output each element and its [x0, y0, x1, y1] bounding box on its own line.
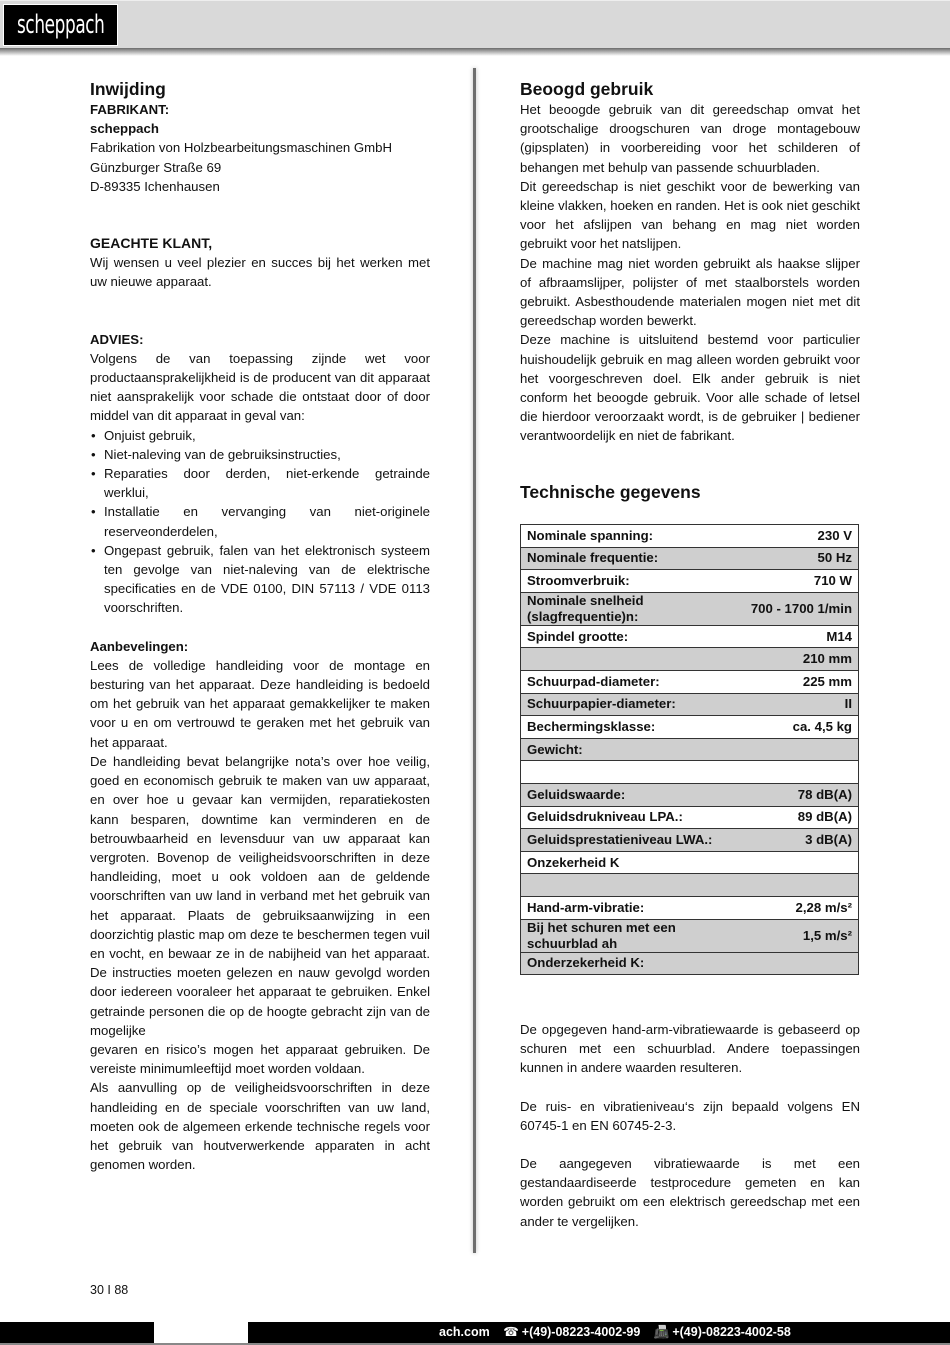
table-row [521, 547, 859, 570]
header-bar [0, 0, 950, 49]
spec-label: Stroomverbruik: [521, 570, 734, 593]
spec-label: Gewicht: [521, 738, 734, 761]
footer-bar-right [248, 1322, 950, 1343]
table-row [521, 525, 859, 548]
note-paragraph: De ruis- en vibratieniveau‘s zijn bepaald volgens EN 60745-1 en EN 60745-2-3. [520, 1098, 860, 1133]
spec-value: 2,28 m/s² [733, 896, 859, 919]
spec-value: 710 W [733, 570, 859, 593]
spec-value: 78 dB(A) [733, 783, 859, 806]
section-title-inwijding: Inwijding [90, 79, 166, 99]
footer-contact [439, 1322, 791, 1343]
right-column [520, 78, 860, 503]
table-row [521, 919, 859, 952]
table-row [521, 716, 859, 739]
left-column [90, 78, 430, 1174]
footer-bar-left [0, 1322, 154, 1343]
spec-value [733, 874, 859, 897]
address-line: Günzburger Straße 69 [90, 159, 222, 175]
intended-use-paragraph: De machine mag niet worden gebruikt als haakse slijper of afbraamslijper, polijster of met staalborstels worden gebruikt. Asbesthoudende materialen mogen niet met dit gereedschap worden bewerkt. [520, 255, 860, 329]
spec-value: 89 dB(A) [733, 806, 859, 829]
greeting-heading: GEACHTE KLANT, [90, 235, 213, 252]
spec-label: Geluidsprestatieniveau LWA.: [521, 829, 734, 852]
spec-value: M14 [733, 625, 859, 648]
section-title-beoogd-gebruik: Beoogd gebruik [520, 79, 654, 99]
spec-value [733, 851, 859, 874]
advice-heading: ADVIES: [90, 331, 144, 347]
section-title-technische-gegevens: Technische gegevens [520, 481, 701, 502]
recommendations-paragraph: Als aanvulling op de veiligheidsvoorschriften in deze handleiding en de speciale voorschriften van uw land, moeten ook de algemeen erkende technische regels voor het gebruik van houtverwerkende apparaten in acht genomen worden. [90, 1080, 430, 1173]
spec-label: Onderzekerheid K: [521, 952, 734, 975]
address-line: Fabrikation von Holzbearbeitungsmaschinen GmbH [90, 140, 392, 156]
spec-value [733, 952, 859, 975]
note-paragraph: De aangegeven vibratiewaarde is met een gestandaardiseerde testprocedure gemeten en kan worden gebruikt om een elektrisch gereedschap met een ander te vergelijken. [520, 1156, 860, 1229]
recommendations-heading: Aanbevelingen: [90, 638, 189, 654]
spec-label: Spindel grootte: [521, 625, 734, 648]
spec-value: II [733, 693, 859, 716]
table-row [521, 670, 859, 693]
spec-label: Schuurpad-diameter: [521, 670, 734, 693]
spec-label [521, 874, 734, 897]
advice-text: Volgens de van toepassing zijnde wet voor productaansprakelijkheid is de producent van dit apparaat niet aansprakelijk voor schade die ontstaat door of door middel van dit apparaat in geval van: [90, 350, 430, 424]
table-row [521, 783, 859, 806]
spec-label: Onzekerheid K [521, 851, 734, 874]
recommendations-paragraph: De handleiding bevat belangrijke nota’s over hoe veilig, goed en economisch gebruik te maken van uw apparaat, en over hoe u gevaar kan vermijden, reparatiekosten kann besparen, downtime kan verminderen en de betrouwbaarheid en levensduur van uw apparaat kan vergroten. Bovenop de veiligheidsvoorschriften in deze handleiding, moet u ook voldoen aan de geldende voorschriften van uw land in verband met het gebruik van het apparaat. Plaats de gebruiksaanwijzing in een doorzichtig plastic map om deze te beschermen tegen vuil en vocht, en bewaar ze in de nabijheid van het apparaat. De instructies moeten gelezen en nauw gevolgd worden door iedereen vooraleer het apparaat te gebruiken. Enkel getrainde personen die op de hoogte gebracht zijn van de mogelijke [90, 753, 430, 1038]
spec-value: ca. 4,5 kg [733, 716, 859, 739]
table-row [521, 592, 859, 625]
note-paragraph: De opgegeven hand-arm-vibratiewaarde is gebaseerd op schuren met een schuurblad. Andere toepassingen kunnen in andere waarden resulteren. [520, 1022, 860, 1076]
footer-fax: +(49)-08223-4002-58 [672, 1325, 791, 1339]
spec-label: Nominale spanning: [521, 525, 734, 548]
recommendations-paragraph: gevaren en risico’s mogen het apparaat gebruiken. De vereiste minimumleeftijd moet worden voldaan. [90, 1041, 430, 1077]
phone-icon: ☎ [503, 1325, 519, 1339]
table-row [521, 625, 859, 648]
table-row [521, 761, 859, 784]
greeting-text: Wij wensen u veel plezier en succes bij het werken met uw nieuwe apparaat. [90, 255, 430, 290]
manufacturer-label: FABRIKANT: [90, 102, 170, 117]
table-row [521, 851, 859, 874]
spec-label [521, 648, 734, 671]
advice-bullet-list [90, 426, 430, 618]
spec-value [733, 738, 859, 761]
bullet-item: • Installatie en vervanging van niet-originele reserveonderdelen, [90, 502, 430, 540]
spec-value: 230 V [733, 525, 859, 548]
table-row [521, 874, 859, 897]
footer-website[interactable]: ach.com [439, 1325, 490, 1339]
bullet-item: • Reparaties door derden, niet-erkende getrainde werklui, [90, 464, 430, 502]
table-row [521, 806, 859, 829]
bullet-item: • Ongepast gebruik, falen van het elektronisch systeem ten gevolge van niet-naleving van de elektrische specificaties en de VDE 0100, DIN 57113 / VDE 0113 voorschriften. [90, 541, 430, 618]
manufacturer-brand: scheppach [90, 121, 159, 137]
spec-value: 210 mm [733, 648, 859, 671]
footer-phone: +(49)-08223-4002-99 [521, 1325, 641, 1339]
spec-value: 3 dB(A) [733, 829, 859, 852]
spec-value: 225 mm [733, 670, 859, 693]
logo-text: scheppach [16, 10, 105, 40]
spec-label: Geluidswaarde: [521, 783, 734, 806]
table-row [521, 738, 859, 761]
spec-label [521, 761, 734, 784]
spec-label: Nominale frequentie: [521, 547, 734, 570]
table-row [521, 693, 859, 716]
recommendations-paragraph: Lees de volledige handleiding voor de montage en besturing van het apparaat. Deze handleiding is bedoeld om het gebruik van het apparaat gemakkelijker te maken voor u en om vertrouwd te geraken met het gebruik van het apparaat. [90, 657, 430, 750]
spec-value: 700 - 1700 1/min [733, 592, 859, 625]
table-row [521, 896, 859, 919]
intended-use-paragraph: Dit gereedschap is niet geschikt voor de bewerking van kleine vlakken, hoeken en randen. Het is ook niet geschikt voor het afslijpen van behang en mag niet worden gebruikt voor het natslijpen. [520, 178, 860, 252]
bullet-item: • Onjuist gebruik, [90, 426, 430, 445]
table-row [521, 570, 859, 593]
intended-use-paragraph: Deze machine is uitsluitend bestemd voor particulier huishoudelijk gebruik en mag alleen worden gebruikt voor het voorgeschreven doel. Elk ander gebruik is niet conform het beoogde gebruik. Voor alle schade of letsel die hierdoor veroorzaakt wordt, is de gebruiker | bediener verantwoordelijk en niet de fabrikant. [520, 332, 860, 444]
spec-label: Bechermingsklasse: [521, 716, 734, 739]
spec-label: Hand-arm-vibratie: [521, 896, 734, 919]
table-row [521, 648, 859, 671]
spec-label: Bij het schuren met een schuurblad ah [521, 919, 734, 952]
page-number: 30 I 88 [90, 1283, 129, 1297]
table-row [521, 829, 859, 852]
bullet-item: • Niet-naleving van de gebruiksinstructies, [90, 445, 430, 464]
technical-specs-table [520, 524, 859, 975]
scheppach-logo [3, 4, 118, 46]
spec-label: Schuurpapier-diameter: [521, 693, 734, 716]
address-line: D-89335 Ichenhausen [90, 178, 220, 194]
vibration-notes [520, 1020, 860, 1231]
spec-value [733, 761, 859, 784]
spec-label: Nominale snelheid (slagfrequentie)n: [521, 592, 734, 625]
column-divider [473, 68, 476, 1253]
table-row [521, 952, 859, 975]
spec-label: Geluidsdrukniveau LPA.: [521, 806, 734, 829]
intended-use-paragraph: Het beoogde gebruik van dit gereedschap omvat het grootschalige droogschuren van droge montagebouw (gipsplaten) in voorbereiding voor het schilderen of behangen met behulp van passende schuurbladen. [520, 102, 860, 175]
header-shadow [0, 48, 950, 56]
spec-value: 1,5 m/s² [733, 919, 859, 952]
spec-value: 50 Hz [733, 547, 859, 570]
fax-icon: 📠 [653, 1325, 670, 1339]
